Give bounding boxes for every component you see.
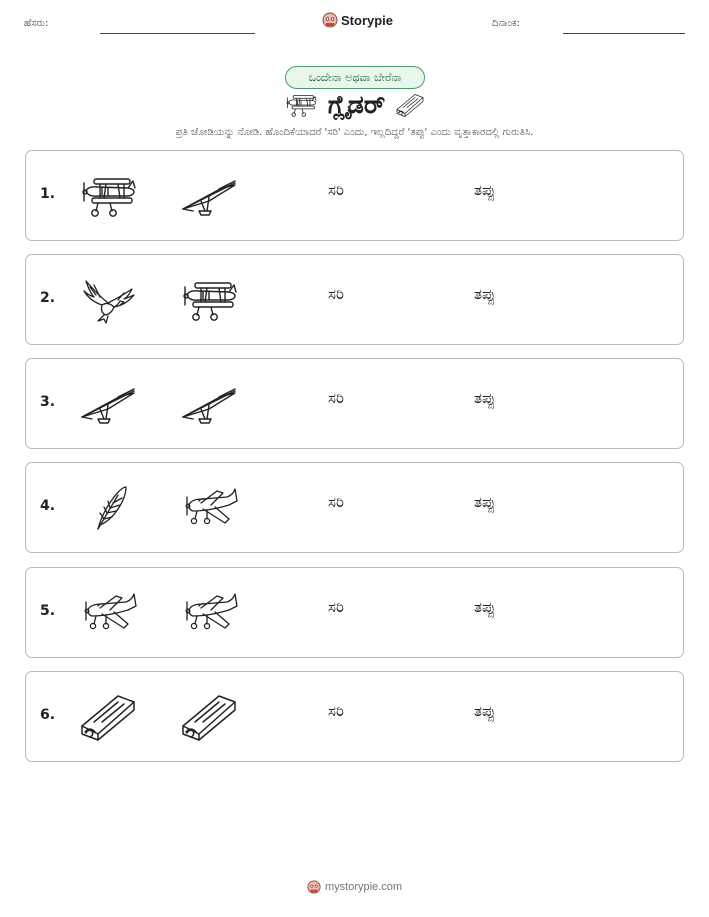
propeller-plane-icon	[78, 588, 138, 638]
option-no[interactable]: ತಪ್ಪು	[474, 702, 496, 720]
option-yes[interactable]: ಸರಿ	[328, 493, 344, 511]
wood-plank-icon	[395, 92, 425, 118]
question-number: 5.	[40, 603, 56, 619]
option-no[interactable]: ತಪ್ಪು	[474, 598, 496, 616]
name-label: ಹೆಸರು:	[24, 18, 49, 29]
option-no[interactable]: ತಪ್ಪು	[474, 493, 496, 511]
biplane-icon	[179, 275, 239, 325]
eagle-icon	[78, 275, 138, 325]
option-yes[interactable]: ಸರಿ	[328, 389, 344, 407]
mascot-icon	[307, 880, 321, 894]
option-no[interactable]: ತಪ್ಪು	[474, 181, 496, 199]
question-card	[25, 358, 684, 449]
name-field-line[interactable]	[100, 33, 255, 34]
option-no[interactable]: ತಪ್ಪು	[474, 285, 496, 303]
hang-glider-icon	[179, 379, 239, 429]
propeller-plane-icon	[179, 483, 239, 533]
option-yes[interactable]: ಸರಿ	[328, 181, 344, 199]
mascot-icon	[322, 12, 338, 28]
biplane-icon	[78, 171, 138, 221]
question-number: 6.	[40, 707, 56, 723]
hang-glider-icon	[78, 379, 138, 429]
option-yes[interactable]: ಸರಿ	[328, 598, 344, 616]
question-card	[25, 254, 684, 345]
question-card	[25, 150, 684, 241]
date-field-line[interactable]	[563, 33, 685, 34]
wood-plank-icon	[179, 692, 239, 742]
wood-plank-icon	[78, 692, 138, 742]
question-number: 4.	[40, 498, 56, 514]
brand-name: Storypie	[341, 12, 394, 28]
instructions: ಪ್ರತಿ ಜೋಡಿಯನ್ನು ನೋಡಿ. ಹೊಂದಿಕೆಯಾದರೆ 'ಸರಿ' ಎಂದು, ಇಲ್ಲದಿದ್ದರೆ 'ತಪ್ಪು' ಎಂದು ವೃತ್ತಾಕಾರದಲ್ಲಿ ಗುರುತಿಸಿ.	[175, 127, 534, 138]
date-label: ದಿನಾಂಕ:	[492, 18, 520, 29]
page-title: ಗ್ಲೈಡರ್	[327, 90, 386, 119]
question-card	[25, 671, 684, 762]
biplane-icon	[284, 91, 318, 119]
option-yes[interactable]: ಸರಿ	[328, 285, 344, 303]
brand-logo	[322, 12, 393, 28]
footer	[307, 880, 402, 894]
option-yes[interactable]: ಸರಿ	[328, 702, 344, 720]
question-card	[25, 567, 684, 658]
footer-site[interactable]: mystorypie.com	[325, 881, 403, 893]
hang-glider-icon	[179, 171, 239, 221]
propeller-plane-icon	[179, 588, 239, 638]
feather-icon	[78, 483, 138, 533]
question-number: 1.	[40, 186, 56, 202]
question-number: 3.	[40, 394, 56, 410]
category-tag: ಒಂದೇನಾ ಅಥವಾ ಬೇರೆನಾ	[285, 66, 425, 89]
question-card	[25, 462, 684, 553]
option-no[interactable]: ತಪ್ಪು	[474, 389, 496, 407]
title-row	[0, 90, 709, 120]
question-number: 2.	[40, 290, 56, 306]
